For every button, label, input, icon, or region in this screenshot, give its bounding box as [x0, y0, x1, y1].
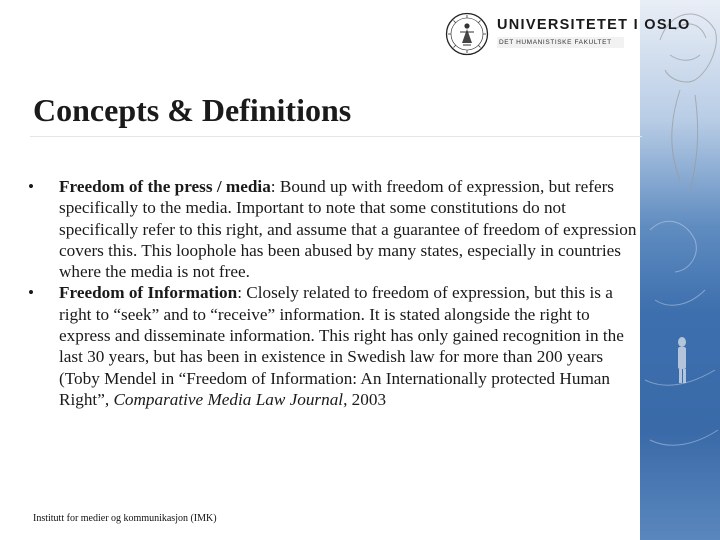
slide-title: Concepts & Definitions: [33, 92, 352, 128]
faculty-name: DET HUMANISTISKE FAKULTET: [497, 37, 624, 48]
bullet-list: [28, 176, 640, 410]
decorative-side-strip: [640, 0, 720, 540]
bullet-text: : Closely related to freedom of expression, but this is a right to “seek” and to “receive” information. It is stated alongside the right to express and disseminate information. This right has only gained recognition in the last 30 years, but has been in existence in Swedish law for more than 200 years (Toby Mendel in “Freedom of Information: An Internationally protected Human Right”,: [59, 283, 624, 409]
university-seal-logo: [445, 12, 489, 56]
bullet-marker: •: [28, 283, 35, 303]
bullet-item: [28, 282, 640, 410]
bullet-text: : Bound up with freedom of expression, but refers specifically to the media. Important to note that some constitutions do not specifically refer to this right, and assume that a guarantee of freedom of expression covers this. This loophole has been abused by many states, especially in countries where the media is not free.: [59, 177, 637, 282]
title-divider: [30, 136, 642, 137]
footer-institute: Institutt for medier og kommunikasjon (IMK): [33, 513, 217, 524]
bullet-item: [28, 176, 640, 282]
bullet-term: Freedom of the press / media: [59, 177, 271, 196]
bullet-term: Freedom of Information: [59, 283, 238, 303]
source-year: , 2003: [343, 389, 387, 409]
statue-illustration: [640, 0, 720, 540]
source-title: Comparative Media Law Journal: [113, 389, 344, 409]
bullet-marker: •: [28, 177, 35, 196]
university-name: UNIVERSITETET I OSLO: [497, 17, 691, 33]
